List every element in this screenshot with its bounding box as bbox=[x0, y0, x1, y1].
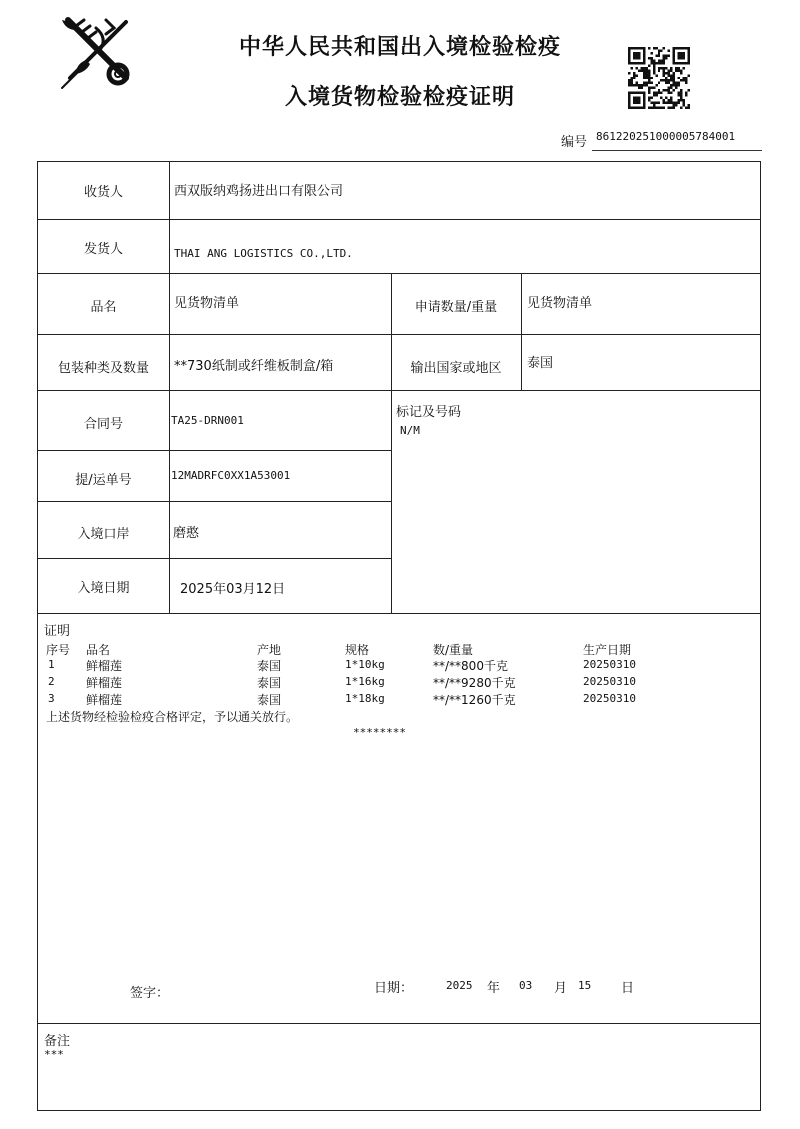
divider bbox=[38, 558, 391, 559]
consignee-value: 西双版纳鸡扬进出口有限公司 bbox=[174, 184, 344, 199]
item-quantity: **/**800千克 bbox=[433, 659, 508, 673]
divider bbox=[521, 273, 522, 390]
item-quantity: **/**9280千克 bbox=[433, 676, 516, 690]
item-no: 1 bbox=[48, 658, 55, 671]
statement-stars: ******** bbox=[353, 726, 406, 739]
packing-value: **730纸制或纤维板制盒/箱 bbox=[174, 359, 334, 374]
item-spec: 1*16kg bbox=[345, 675, 385, 688]
item-spec: 1*18kg bbox=[345, 692, 385, 705]
divider bbox=[391, 273, 392, 613]
goods-value: 见货物清单 bbox=[174, 296, 240, 311]
document-subtitle: 入境货物检验检疫证明 bbox=[284, 85, 515, 110]
item-no: 3 bbox=[48, 692, 55, 705]
divider bbox=[169, 162, 170, 613]
item-production-date: 20250310 bbox=[583, 658, 636, 671]
divider bbox=[38, 334, 760, 335]
column-header-spec: 规格 bbox=[345, 643, 370, 657]
column-header-production-date: 生产日期 bbox=[583, 643, 632, 657]
certificate-number: 861220251000005784001 bbox=[596, 130, 736, 143]
qr-code-icon bbox=[628, 47, 690, 109]
entry-port-value: 磨憨 bbox=[173, 526, 200, 541]
marks-label: 标记及号码 bbox=[396, 405, 462, 420]
certificate-number-label: 编号 bbox=[561, 135, 588, 150]
column-header-quantity: 数/重量 bbox=[433, 643, 474, 657]
contract-value: TA25-DRN001 bbox=[171, 414, 244, 427]
packing-label: 包装种类及数量 bbox=[57, 361, 149, 376]
remarks-value: *** bbox=[44, 1048, 64, 1061]
sign-year: 2025 bbox=[446, 979, 473, 992]
quantity-value: 见货物清单 bbox=[527, 296, 593, 311]
divider bbox=[38, 501, 391, 502]
entry-port-label: 入境口岸 bbox=[77, 527, 130, 542]
entry-date-label: 入境日期 bbox=[77, 581, 130, 596]
divider bbox=[38, 1023, 760, 1024]
item-name: 鲜榴莲 bbox=[86, 693, 123, 707]
item-name: 鲜榴莲 bbox=[86, 659, 123, 673]
item-origin: 泰国 bbox=[257, 693, 282, 707]
remarks-label: 备注 bbox=[44, 1034, 71, 1049]
divider bbox=[38, 613, 760, 614]
origin-country-label: 输出国家或地区 bbox=[410, 361, 502, 376]
contract-label: 合同号 bbox=[83, 417, 123, 432]
consignor-label: 发货人 bbox=[83, 242, 123, 257]
sign-month-char: 月 bbox=[554, 981, 568, 996]
sign-day: 15 bbox=[578, 979, 592, 992]
consignee-label: 收货人 bbox=[83, 185, 123, 200]
item-no: 2 bbox=[48, 675, 55, 688]
goods-label: 品名 bbox=[90, 300, 117, 315]
item-origin: 泰国 bbox=[257, 659, 282, 673]
sign-day-char: 日 bbox=[621, 981, 635, 996]
column-header-name: 品名 bbox=[86, 643, 111, 657]
signature-label: 签字： bbox=[130, 986, 170, 1001]
column-header-no: 序号 bbox=[46, 643, 71, 657]
item-production-date: 20250310 bbox=[583, 692, 636, 705]
origin-country-value: 泰国 bbox=[527, 356, 554, 371]
sign-month: 03 bbox=[519, 979, 533, 992]
entry-date-value: 2025年03月12日 bbox=[180, 582, 286, 597]
certificate-number-underline bbox=[592, 150, 762, 151]
divider bbox=[38, 273, 760, 274]
marks-value: N/M bbox=[400, 424, 420, 437]
divider bbox=[38, 450, 391, 451]
consignor-value: THAI ANG LOGISTICS CO.,LTD. bbox=[174, 247, 353, 260]
certificate-form bbox=[37, 161, 761, 1111]
quantity-label: 申请数量/重量 bbox=[414, 300, 498, 315]
item-name: 鲜榴莲 bbox=[86, 676, 123, 690]
divider bbox=[38, 219, 760, 220]
certificate-section-label: 证明 bbox=[44, 624, 71, 639]
item-production-date: 20250310 bbox=[583, 675, 636, 688]
bill-of-lading-value: 12MADRFC0XX1A53001 bbox=[171, 469, 291, 482]
certificate-statement: 上述货物经检验检疫合格评定，予以通关放行。 bbox=[46, 710, 299, 724]
divider bbox=[38, 390, 760, 391]
item-quantity: **/**1260千克 bbox=[433, 693, 516, 707]
sign-year-char: 年 bbox=[487, 981, 501, 996]
column-header-origin: 产地 bbox=[257, 643, 282, 657]
bill-of-lading-label: 提/运单号 bbox=[75, 473, 132, 488]
item-spec: 1*10kg bbox=[345, 658, 385, 671]
document-title: 中华人民共和国出入境检验检疫 bbox=[238, 35, 561, 60]
sign-date-label: 日期： bbox=[374, 981, 414, 996]
item-origin: 泰国 bbox=[257, 676, 282, 690]
